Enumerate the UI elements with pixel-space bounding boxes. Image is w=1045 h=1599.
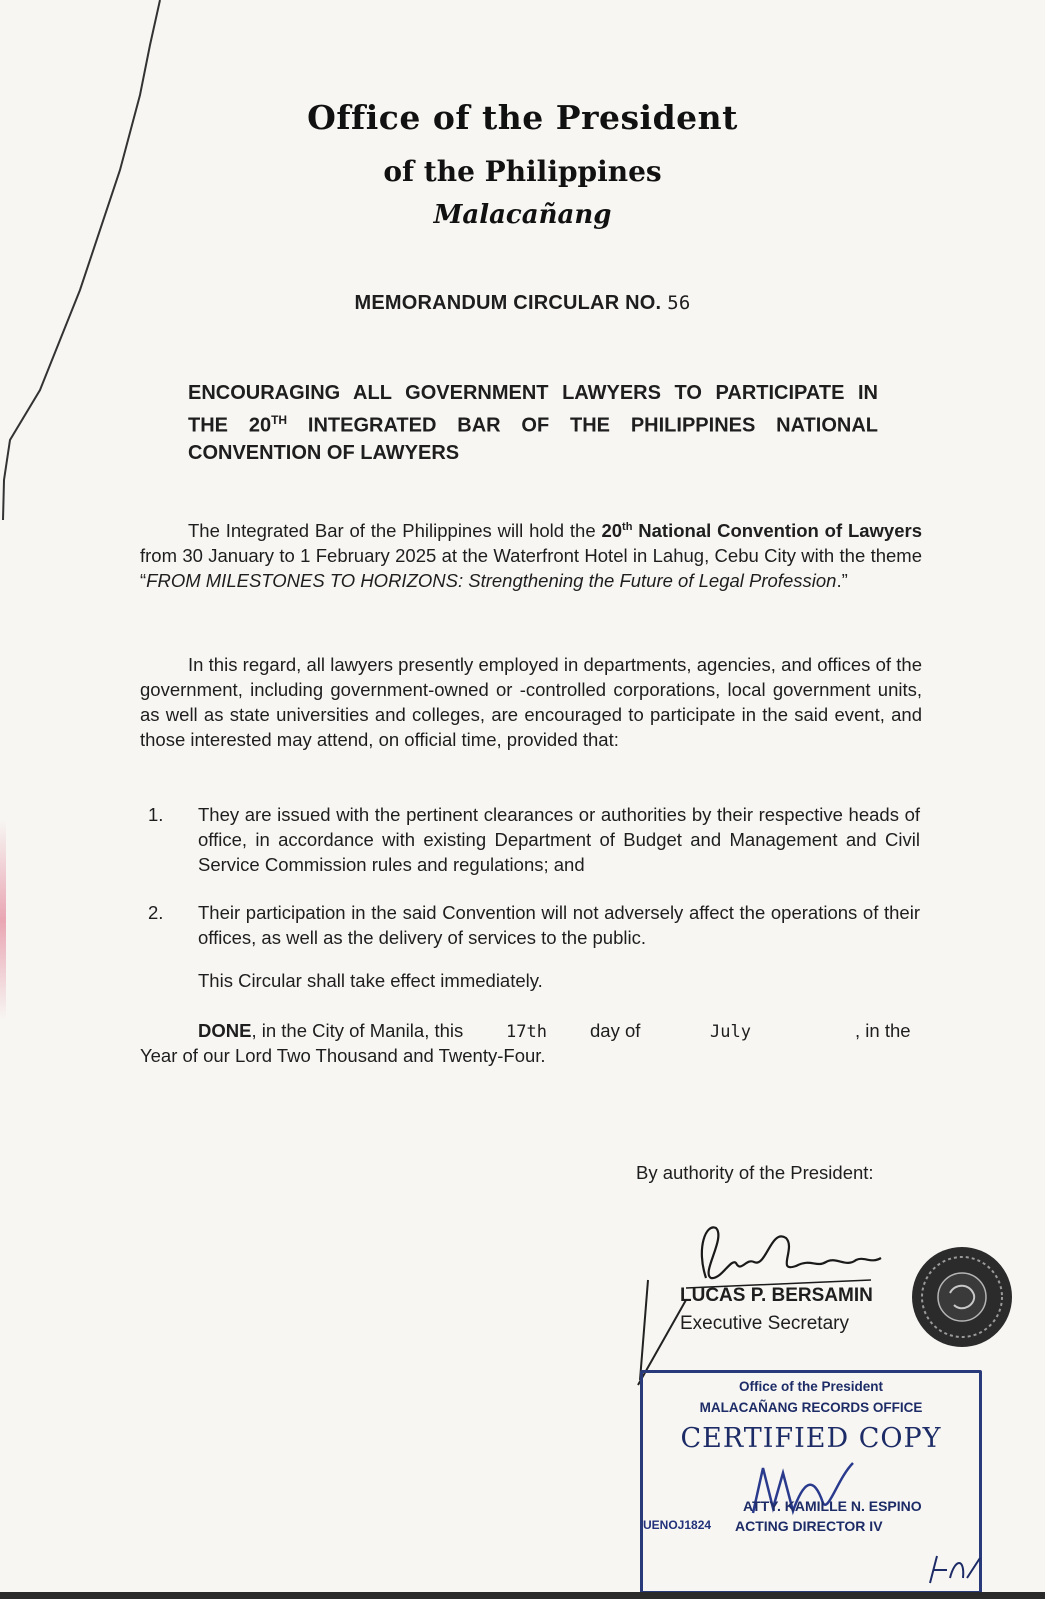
list-item-text: They are issued with the pertinent clearances or authorities by their respective heads of office, in accordance with existing Department of Budget and Management and Civil Service Commission rules and regulations; and xyxy=(198,804,920,875)
header-country: of the Philippines xyxy=(383,155,662,188)
header-palace: Malacañang xyxy=(433,200,612,230)
done-day: 17th xyxy=(506,1022,547,1042)
header-office: Office of the President xyxy=(307,98,738,137)
subject-line-3: CONVENTION OF LAWYERS xyxy=(188,441,460,464)
paragraph-1-bold-num: 20 xyxy=(601,520,623,542)
list-item-text: Their participation in the said Convention will not adversely affect the operations of their offices, as well as the delivery of services to the public. xyxy=(198,902,920,948)
stamp-certified-copy: CERTIFIED COPY xyxy=(680,1423,942,1454)
memo-number: 56 xyxy=(667,292,691,314)
handwritten-initials xyxy=(925,1548,985,1588)
memo-label: MEMORANDUM CIRCULAR NO. xyxy=(354,292,662,314)
paper-fold-line xyxy=(0,0,200,520)
signatory-name: LUCAS P. BERSAMIN xyxy=(680,1285,873,1306)
done-month: July xyxy=(710,1022,751,1042)
memo-subject xyxy=(188,380,878,467)
paragraph-1-f: .” xyxy=(836,570,848,592)
authority-line: By authority of the President: xyxy=(636,1162,874,1183)
subject-line-2-a: THE 20 xyxy=(188,414,272,437)
paragraph-2 xyxy=(140,652,922,752)
page-edge-tint xyxy=(0,820,6,1020)
stamp-records-office: MALACAÑANG RECORDS OFFICE xyxy=(699,1400,923,1415)
signatory-title: Executive Secretary xyxy=(680,1313,849,1334)
paragraph-1-d: from 30 January to 1 February 2025 at the Waterfront Hotel in Lahug, Cebu City with the theme “ xyxy=(140,545,922,592)
effectivity-clause: This Circular shall take effect immediately. xyxy=(198,970,543,991)
done-line-1 xyxy=(198,1018,463,1043)
paragraph-2-text: In this regard, all lawyers presently employed in departments, agencies, and offices of the government, including government-owned or -controlled corporations, local government units, as well as state universities and colleges, are encouraged to participate in the said event, and those interested may attend, on official time, provided that: xyxy=(140,654,922,750)
subject-line-1: ENCOURAGING ALL GOVERNMENT LAWYERS TO PARTICIPATE IN xyxy=(188,382,878,404)
paragraph-1-a: The Integrated Bar of the Philippines will hold the xyxy=(188,520,602,542)
done-bold: DONE xyxy=(198,1020,252,1041)
done-day-of: day of xyxy=(590,1020,641,1041)
memo-title xyxy=(0,292,1045,315)
list-item-number: 1. xyxy=(148,804,164,825)
done-line-2: Year of our Lord Two Thousand and Twenty-Four. xyxy=(140,1045,546,1066)
stamp-officer-title: ACTING DIRECTOR IV xyxy=(735,1518,883,1534)
scan-bottom-edge xyxy=(0,1592,1045,1599)
paragraph-1 xyxy=(140,515,922,593)
subject-line-2-sup: TH xyxy=(271,413,288,427)
stamp-office: Office of the President xyxy=(738,1379,884,1394)
subject-line-2-b: INTEGRATED BAR OF THE PHILIPPINES NATIONAL xyxy=(287,414,878,437)
dry-seal-icon xyxy=(910,1245,1014,1349)
stamp-officer-name: ATTY. KAMILLE N. ESPINO xyxy=(743,1498,922,1514)
paragraph-1-theme: FROM MILESTONES TO HORIZONS: Strengthening the Future of Legal Profession xyxy=(146,570,837,592)
stamp-date: UENOJ1824 xyxy=(643,1518,712,1532)
list-item-number: 2. xyxy=(148,902,164,923)
done-in-the: , in the xyxy=(855,1020,911,1041)
done-text: , in the City of Manila, this xyxy=(251,1020,464,1041)
paragraph-1-sup: th xyxy=(622,521,633,533)
paragraph-1-bold: National Convention of Lawyers xyxy=(632,520,922,542)
subject-line-2 xyxy=(188,407,878,440)
